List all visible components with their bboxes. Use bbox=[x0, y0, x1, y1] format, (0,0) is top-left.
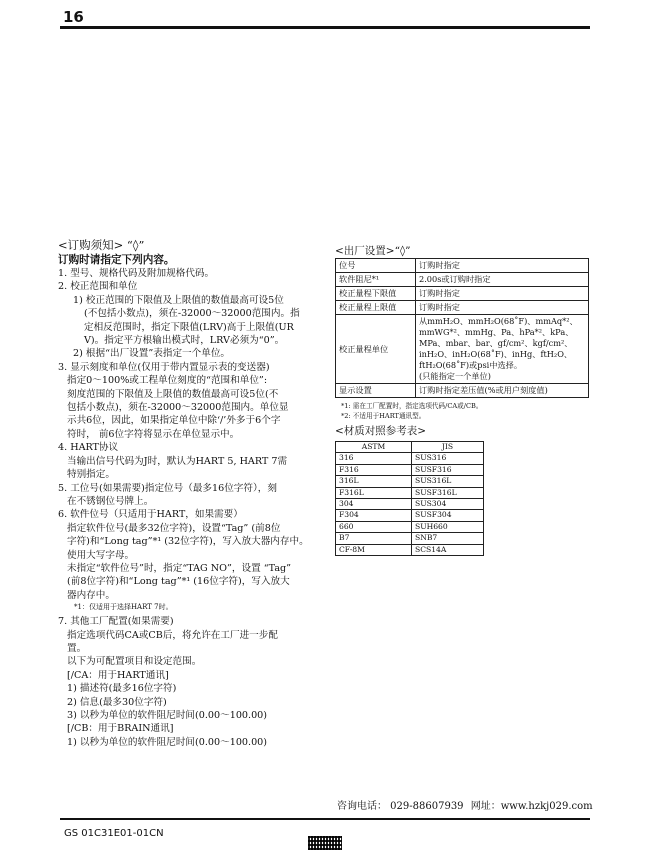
ordering-notes bbox=[58, 238, 326, 749]
factory-item: 位号 bbox=[336, 259, 416, 273]
materials-row bbox=[336, 544, 484, 555]
materials-row bbox=[336, 453, 484, 464]
astm-cell: B7 bbox=[336, 533, 412, 544]
astm-cell: CF-8M bbox=[336, 544, 412, 555]
ordering-line: 1) 描述符(最多16位字符) bbox=[67, 683, 177, 695]
factory-notes bbox=[335, 402, 589, 421]
ordering-line: 在不锈钢位号牌上。 bbox=[67, 495, 154, 507]
factory-settings-table bbox=[335, 258, 589, 398]
factory-value bbox=[416, 301, 589, 315]
ordering-line: 指定选项代码CA或CB后，将允许在工厂进一步配 bbox=[67, 629, 278, 641]
materials-row bbox=[336, 487, 484, 498]
ordering-line: 2. 校正范围和单位 bbox=[58, 281, 138, 293]
right-column bbox=[335, 244, 589, 556]
factory-row bbox=[336, 301, 589, 315]
ordering-line: 1) 以秒为单位的软件阻尼时间(0.00～100.00) bbox=[67, 736, 268, 748]
ordering-line: 6. 软件位号（只适用于HART，如果需要） bbox=[58, 509, 243, 521]
jis-cell: SUH660 bbox=[412, 521, 484, 532]
materials-row bbox=[336, 533, 484, 544]
factory-value bbox=[416, 273, 589, 287]
jis-cell: SUS304 bbox=[412, 499, 484, 510]
ordering-line: 当输出信号代码为J时，默认为HART 5, HART 7需 bbox=[67, 455, 288, 467]
factory-value-line: 从mmH₂O、mmH₂O(68˚F)、mmAq*²、 bbox=[419, 316, 578, 326]
document-number: GS 01C31E01-01CN bbox=[64, 828, 164, 839]
astm-cell: 660 bbox=[336, 521, 412, 532]
page-number: 16 bbox=[63, 8, 84, 26]
jis-cell: SUS316L bbox=[412, 476, 484, 487]
materials-row bbox=[336, 521, 484, 532]
ordering-line: 1) 校正范围的下限值及上限值的数值最高可设5位 bbox=[73, 294, 284, 306]
ordering-line: 特别指定。 bbox=[67, 469, 115, 481]
ordering-line: 定相反范围时，指定下限值(LRV)高于上限值(UR bbox=[84, 321, 294, 333]
factory-item: 校正量程上限值 bbox=[336, 301, 416, 315]
factory-row bbox=[336, 384, 589, 398]
ordering-line: 符时， 前6位字符将显示在单位显示中。 bbox=[67, 428, 240, 440]
materials-row bbox=[336, 510, 484, 521]
ordering-line: [/CB：用于BRAIN通讯] bbox=[67, 723, 174, 735]
ordering-line: 3) 以秒为单位的软件阻尼时间(0.00～100.00) bbox=[67, 710, 268, 721]
footnote: *1：仅适用于选择HART 7时。 bbox=[74, 603, 173, 612]
jis-cell: SUSF316L bbox=[412, 487, 484, 498]
factory-value-line: 2.00s或订购时指定 bbox=[419, 274, 491, 284]
astm-cell: F316 bbox=[336, 464, 412, 475]
jis-cell: SUS316 bbox=[412, 453, 484, 464]
factory-value-line: (只能指定一个单位) bbox=[419, 371, 491, 381]
jis-cell: SUSF316 bbox=[412, 464, 484, 475]
contact-web: 网址：www.hzkj029.com bbox=[470, 801, 593, 812]
ordering-list bbox=[58, 267, 326, 749]
ordering-line: 置。 bbox=[67, 642, 87, 654]
ordering-line: 7. 其他工厂配置(如果需要) bbox=[58, 616, 174, 628]
ordering-line: 2) 根据“出厂设置”表指定一个单位。 bbox=[73, 348, 231, 360]
factory-value-line: 订购时指定 bbox=[419, 302, 460, 312]
ordering-line: (前8位字符)和“Long tag”*¹ (16位字符)，写入放大 bbox=[67, 576, 290, 588]
factory-note: *2: 不适用于HART通讯型。 bbox=[341, 411, 426, 420]
materials-row bbox=[336, 476, 484, 487]
factory-item: 校正量程单位 bbox=[336, 315, 416, 384]
factory-note: *1: 需在工厂配置时，指定选项代码/CA或/CB。 bbox=[341, 402, 483, 410]
factory-value-line: inH₂O、inH₂O(68˚F)、inHg、ftH₂O、 bbox=[419, 349, 573, 359]
factory-row bbox=[336, 315, 589, 384]
factory-item: 显示设置 bbox=[336, 384, 416, 398]
factory-settings-title: <出厂设置>“◊” bbox=[335, 245, 411, 257]
ordering-line: 示共6位，因此，如果指定单位中除‘/’外多于6个字 bbox=[67, 415, 281, 427]
materials-table bbox=[335, 441, 484, 556]
astm-cell: F304 bbox=[336, 510, 412, 521]
factory-value bbox=[416, 315, 589, 384]
jis-cell: SNB7 bbox=[412, 533, 484, 544]
factory-value-line: ftH₂O(68˚F)或psi中选择。 bbox=[419, 360, 523, 370]
ordering-line: 字符)和“Long tag”*¹ (32位字符)，写入放大器内存中。 bbox=[67, 536, 309, 548]
ordering-subheading: 订购时请指定下列内容。 bbox=[58, 254, 175, 266]
ordering-line: 刻度范围的下限值及上限值的数值最高可设5位(不 bbox=[67, 388, 279, 400]
factory-row bbox=[336, 287, 589, 301]
bottom-rule bbox=[60, 818, 590, 820]
barcode-stamp bbox=[308, 836, 342, 850]
factory-value-line: mmWG*²、mmHg、Pa、hPa*²、kPa、 bbox=[419, 327, 574, 337]
materials-row bbox=[336, 499, 484, 510]
ordering-line: (不包括小数点)，须在-32000～32000范围内。指 bbox=[84, 308, 300, 320]
jis-cell: SUSF304 bbox=[412, 510, 484, 521]
materials-header: ASTM bbox=[336, 442, 412, 453]
factory-value bbox=[416, 384, 589, 398]
ordering-line: 1. 型号、规格代码及附加规格代码。 bbox=[58, 268, 215, 279]
ordering-line: 包括小数点)，须在-32000～32000范围内。单位显 bbox=[67, 402, 289, 414]
materials-title: <材质对照参考表> bbox=[335, 425, 427, 437]
contact-info bbox=[337, 797, 597, 812]
factory-value bbox=[416, 259, 589, 273]
materials-row bbox=[336, 464, 484, 475]
ordering-line: 器内存中。 bbox=[67, 589, 115, 601]
ordering-heading: <订购须知> “◊” bbox=[58, 238, 145, 252]
factory-value-line: 订购时指定差压值(%或用户刻度值) bbox=[419, 385, 548, 395]
jis-cell: SCS14A bbox=[412, 544, 484, 555]
factory-value-line: 订购时指定 bbox=[419, 288, 460, 298]
ordering-line: 5. 工位号(如果需要)指定位号（最多16位字符），刻 bbox=[58, 482, 277, 494]
factory-item: 校正量程下限值 bbox=[336, 287, 416, 301]
astm-cell: 304 bbox=[336, 499, 412, 510]
top-rule bbox=[60, 26, 590, 29]
ordering-line: 指定0～100%或工程单位刻度的“范围和单位”: bbox=[67, 375, 268, 387]
ordering-line: 未指定“软件位号”时，指定“TAG NO”，设置 “Tag” bbox=[67, 562, 292, 574]
astm-cell: 316 bbox=[336, 453, 412, 464]
astm-cell: 316L bbox=[336, 476, 412, 487]
materials-header: JIS bbox=[412, 442, 484, 453]
factory-value-line: 订购时指定 bbox=[419, 260, 460, 270]
ordering-line: 2) 信息(最多30位字符) bbox=[67, 696, 167, 708]
ordering-line: 4. HART协议 bbox=[58, 442, 119, 454]
materials-header-row bbox=[336, 442, 484, 453]
factory-value-line: MPa、mbar、bar、gf/cm²、kgf/cm²、 bbox=[419, 338, 573, 348]
ordering-line: 3. 显示刻度和单位(仅用于带内置显示表的变送器) bbox=[58, 361, 270, 373]
ordering-line: 以下为可配置项目和设定范围。 bbox=[67, 656, 202, 668]
ordering-line: 指定软件位号(最多32位字符)，设置“Tag” (前8位 bbox=[67, 522, 281, 534]
ordering-line: [/CA：用于HART通讯] bbox=[67, 669, 169, 681]
factory-value bbox=[416, 287, 589, 301]
ordering-line: V)。指定平方根输出模式时，LRV必须为“0”。 bbox=[84, 335, 285, 347]
contact-phone: 咨询电话： 029-88607939 bbox=[337, 801, 464, 812]
factory-row bbox=[336, 273, 589, 287]
astm-cell: F316L bbox=[336, 487, 412, 498]
factory-item: 软件阻尼*¹ bbox=[336, 273, 416, 287]
ordering-line: 使用大写字母。 bbox=[67, 549, 135, 561]
factory-row bbox=[336, 259, 589, 273]
